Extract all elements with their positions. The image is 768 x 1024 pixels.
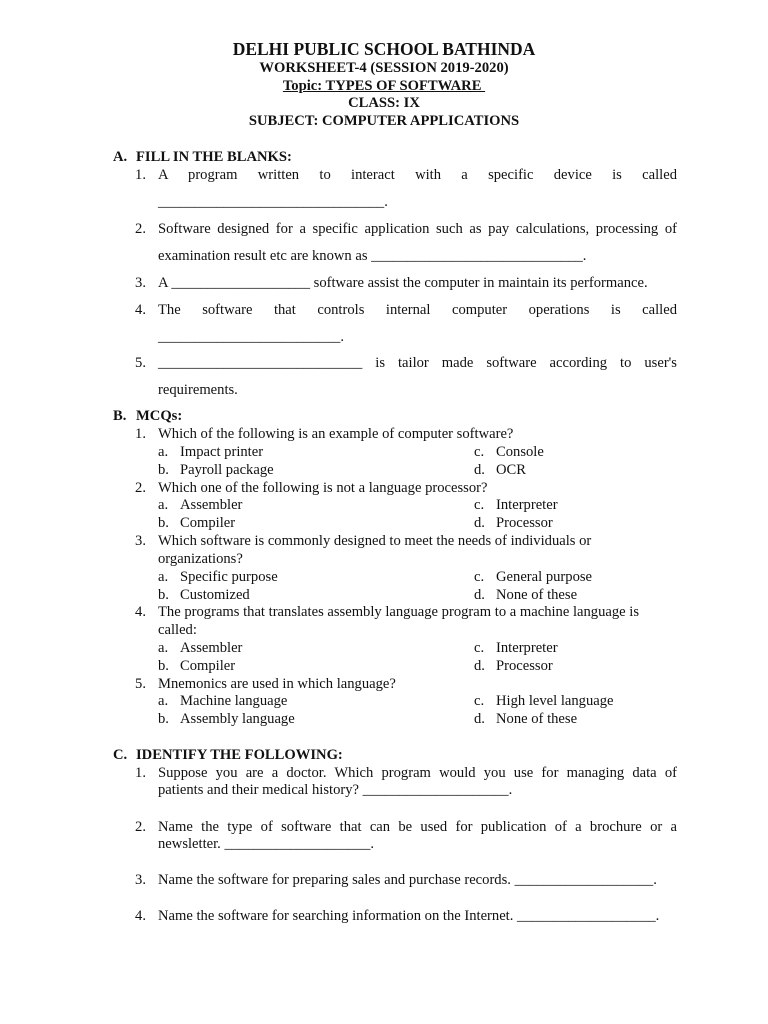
question-text-continued: patients and their medical history? ____________________.	[158, 782, 513, 798]
item-number: 1.	[135, 426, 146, 442]
item-number: 1.	[135, 167, 146, 183]
item-number: 2.	[135, 819, 146, 835]
item-number: 5.	[135, 355, 146, 371]
section-c-letter: C.	[113, 747, 128, 763]
item-number: 4.	[135, 302, 146, 318]
mcq-question: The programs that translates assembly language program to a machine language is	[158, 604, 640, 620]
section-a-letter: A.	[113, 149, 128, 165]
section-b-title: MCQs:	[136, 408, 183, 424]
mcq-question: Mnemonics are used in which language?	[158, 676, 396, 692]
question-text: Name the software for preparing sales and purchase records. ___________________.	[158, 872, 657, 888]
item-number: 3.	[135, 533, 146, 549]
worksheet-header	[0, 38, 768, 130]
option-a: a. Impact printer	[158, 444, 264, 460]
item-number: 1.	[135, 765, 146, 781]
question-text: ____________________________ is tailor made software according to user's	[158, 355, 677, 371]
item-number: 5.	[135, 676, 146, 692]
item-number: 2.	[135, 221, 146, 237]
item-number: 4.	[135, 908, 146, 924]
option-a: a. Specific purpose	[158, 569, 278, 585]
question-text: Suppose you are a doctor. Which program would you use for managing data of	[158, 765, 677, 781]
section-a-title: FILL IN THE BLANKS:	[136, 149, 292, 165]
section-c-title: IDENTIFY THE FOLLOWING:	[136, 747, 343, 763]
option-b: b. Assembly language	[158, 711, 295, 727]
worksheet-title: WORKSHEET-4 (SESSION 2019-2020)	[259, 60, 509, 76]
question-text: A ___________________ software assist the computer in maintain its performance.	[158, 275, 648, 291]
option-d: d. OCR	[474, 462, 527, 478]
option-d: d. Processor	[474, 658, 553, 674]
class-label: CLASS: IX	[348, 95, 420, 112]
option-c: c. General purpose	[474, 569, 593, 585]
question-text: Software designed for a specific application such as pay calculations, processing of	[158, 221, 677, 237]
question-text-continued: examination result etc are known as _____________________________.	[158, 248, 587, 264]
option-d: d. None of these	[474, 711, 578, 727]
option-a: a. Assembler	[158, 640, 243, 656]
mcq-question: Which one of the following is not a language processor?	[158, 480, 488, 496]
mcq-question-continued: organizations?	[158, 551, 243, 567]
section-b-letter: B.	[113, 408, 127, 424]
question-text: Name the software for searching information on the Internet. ___________________.	[158, 908, 660, 924]
item-number: 2.	[135, 480, 146, 496]
answer-blank: _________________________.	[158, 329, 345, 345]
option-c: c. High level language	[474, 693, 614, 709]
item-number: 4.	[135, 604, 146, 620]
question-text: The software that controls internal computer operations is called	[158, 302, 677, 318]
option-a: a. Machine language	[158, 693, 288, 709]
option-a: a. Assembler	[158, 497, 243, 513]
item-number: 3.	[135, 275, 146, 291]
topic-title: Topic: TYPES OF SOFTWARE	[282, 77, 486, 94]
question-text-continued: newsletter. ____________________.	[158, 836, 375, 852]
option-b: b. Compiler	[158, 515, 236, 531]
option-b: b. Payroll package	[158, 462, 274, 478]
item-number: 3.	[135, 872, 146, 888]
option-b: b. Compiler	[158, 658, 236, 674]
option-d: d. Processor	[474, 515, 553, 531]
question-text: A program written to interact with a specific device is called	[158, 167, 677, 183]
mcq-question: Which software is commonly designed to meet the needs of individuals or	[158, 533, 592, 549]
option-c: c. Interpreter	[474, 640, 558, 656]
answer-blank: _______________________________.	[158, 194, 388, 210]
option-c: c. Console	[474, 444, 544, 460]
option-b: b. Customized	[158, 587, 250, 603]
subject-label: SUBJECT: COMPUTER APPLICATIONS	[248, 112, 520, 129]
mcq-question-continued: called:	[158, 622, 197, 638]
mcq-question: Which of the following is an example of computer software?	[158, 426, 514, 442]
question-text-continued: requirements.	[158, 382, 238, 398]
option-d: d. None of these	[474, 587, 578, 603]
question-text: Name the type of software that can be used for publication of a brochure or a	[158, 819, 677, 835]
option-c: c. Interpreter	[474, 497, 558, 513]
school-name: DELHI PUBLIC SCHOOL BATHINDA	[232, 39, 536, 59]
